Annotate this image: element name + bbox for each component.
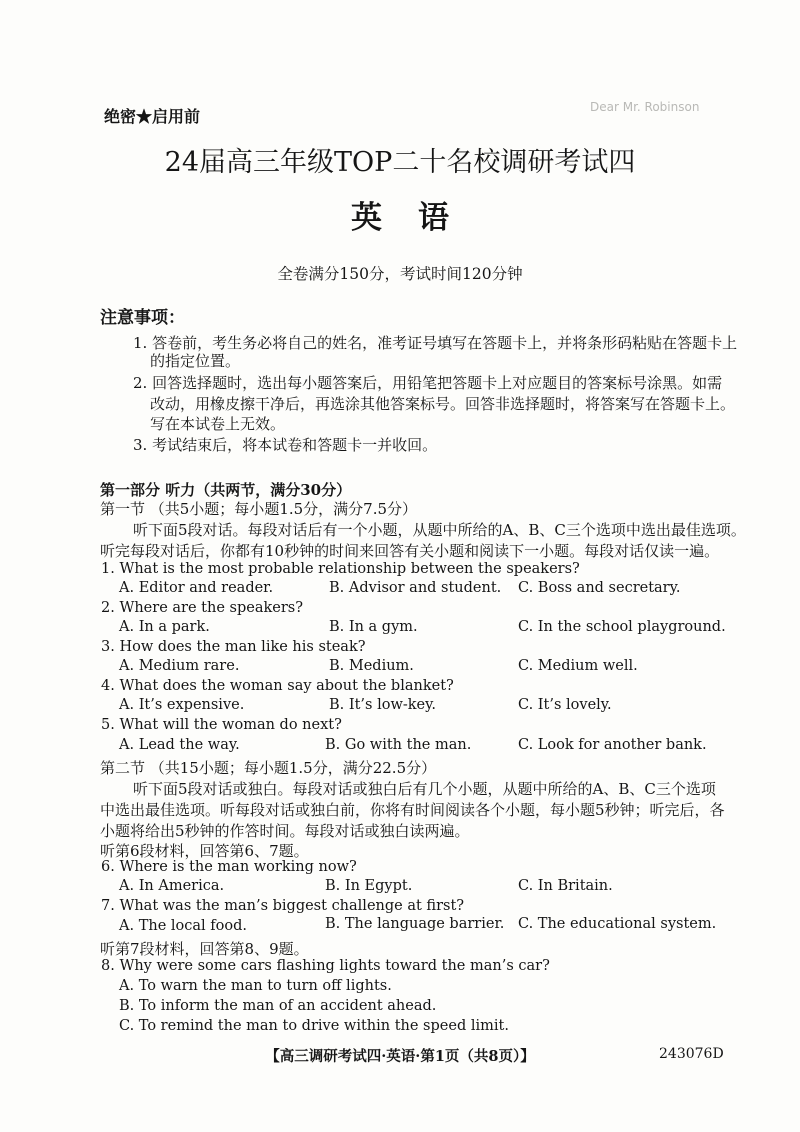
section1-heading: 第一节 （共5小题；每小题1.5分，满分7.5分） [100,500,418,518]
option-a: A. The local food. [119,918,247,934]
section2-heading: 第二节 （共15小题；每小题1.5分，满分22.5分） [100,759,437,777]
option-c: C. Look for another bank. [518,737,707,753]
option-b: B. In a gym. [329,619,418,635]
notice-item: 改动，用橡皮擦干净后，再选涂其他答案标号。回答非选择题时，将答案写在答题卡上。 [150,395,736,413]
question-stem: 2. Where are the speakers? [101,600,303,616]
exam-title: 24届高三年级TOP二十名校调研考试四 [164,147,636,178]
question-stem: 7. What was the man’s biggest challenge at first? [101,898,465,914]
option-b: B. It’s low-key. [329,697,437,713]
option-a: A. Lead the way. [119,737,240,753]
subject-title: 英语 [351,200,485,236]
option-a: A. Editor and reader. [119,580,274,596]
notice-item: 的指定位置。 [150,352,241,370]
option-c: C. It’s lovely. [518,697,612,713]
option-a: A. In a park. [119,619,210,635]
option-a: A. To warn the man to turn off lights. [119,978,392,994]
part1-heading: 第一部分 听力（共两节，满分30分） [100,481,352,499]
option-b: B. In Egypt. [325,878,413,894]
option-b: B. Advisor and student. [329,580,502,596]
question-stem: 3. How does the man like his steak? [101,639,366,655]
option-c: C. Boss and secretary. [518,580,681,596]
question-stem: 4. What does the woman say about the blanket? [101,678,454,694]
question-stem: 8. Why were some cars flashing lights toward the man’s car? [101,958,550,974]
exam-code: 243076D [659,1046,724,1062]
section1-instruction: 听下面5段对话。每段对话后有一个小题，从题中所给的A、B、C三个选项中选出最佳选项。 [133,521,746,539]
section2-instruction: 中选出最佳选项。听每段对话或独白前，你将有时间阅读各个小题，每小题5秒钟；听完后，各 [100,801,725,819]
option-b: B. Go with the man. [325,737,472,753]
question-stem: 1. What is the most probable relationship between the speakers? [101,561,580,577]
notice-heading: 注意事项： [100,308,185,328]
notice-item: 1. 答卷前，考生务必将自己的姓名，准考证号填写在答题卡上，并将条形码粘贴在答题卡上 [133,334,738,352]
option-c: C. In Britain. [518,878,613,894]
section1-instruction: 听完每段对话后，你都有10秒钟的时间来回答有关小题和阅读下一小题。每段对话仅读一遍。 [100,542,720,560]
option-c: C. To remind the man to drive within the speed limit. [119,1018,509,1034]
option-c: C. The educational system. [518,916,717,932]
option-a: A. In America. [119,878,225,894]
question-stem: 6. Where is the man working now? [101,859,357,875]
notice-item: 2. 回答选择题时，选出每小题答案后，用铅笔把答题卡上对应题目的答案标号涂黑。如需 [133,374,723,392]
full-score-line: 全卷满分150分，考试时间120分钟 [277,265,523,283]
secret-label: 绝密★启用前 [104,107,201,126]
option-c: C. Medium well. [518,658,638,674]
material-instruction: 听第6段材料，回答第6、7题。 [100,842,309,860]
material-instruction: 听第7段材料，回答第8、9题。 [100,940,309,958]
question-stem: 5. What will the woman do next? [101,717,342,733]
notice-item: 3. 考试结束后，将本试卷和答题卡一并收回。 [133,436,438,454]
section2-instruction: 小题将给出5秒钟的作答时间。每段对话或独白读两遍。 [100,822,470,840]
page-footer: 【高三调研考试四·英语·第1页（共8页）】 [265,1048,535,1065]
option-b: B. The language barrier. [325,916,505,932]
bleed-through-decoration: Dear Mr. Robinson [590,100,700,114]
section2-instruction: 听下面5段对话或独白。每段对话或独白后有几个小题，从题中所给的A、B、C三个选项 [133,780,716,798]
notice-item: 写在本试卷上无效。 [150,415,286,433]
option-a: A. Medium rare. [119,658,240,674]
option-a: A. It’s expensive. [119,697,245,713]
option-b: B. Medium. [329,658,414,674]
option-c: C. In the school playground. [518,619,726,635]
option-b: B. To inform the man of an accident ahead. [119,998,437,1014]
